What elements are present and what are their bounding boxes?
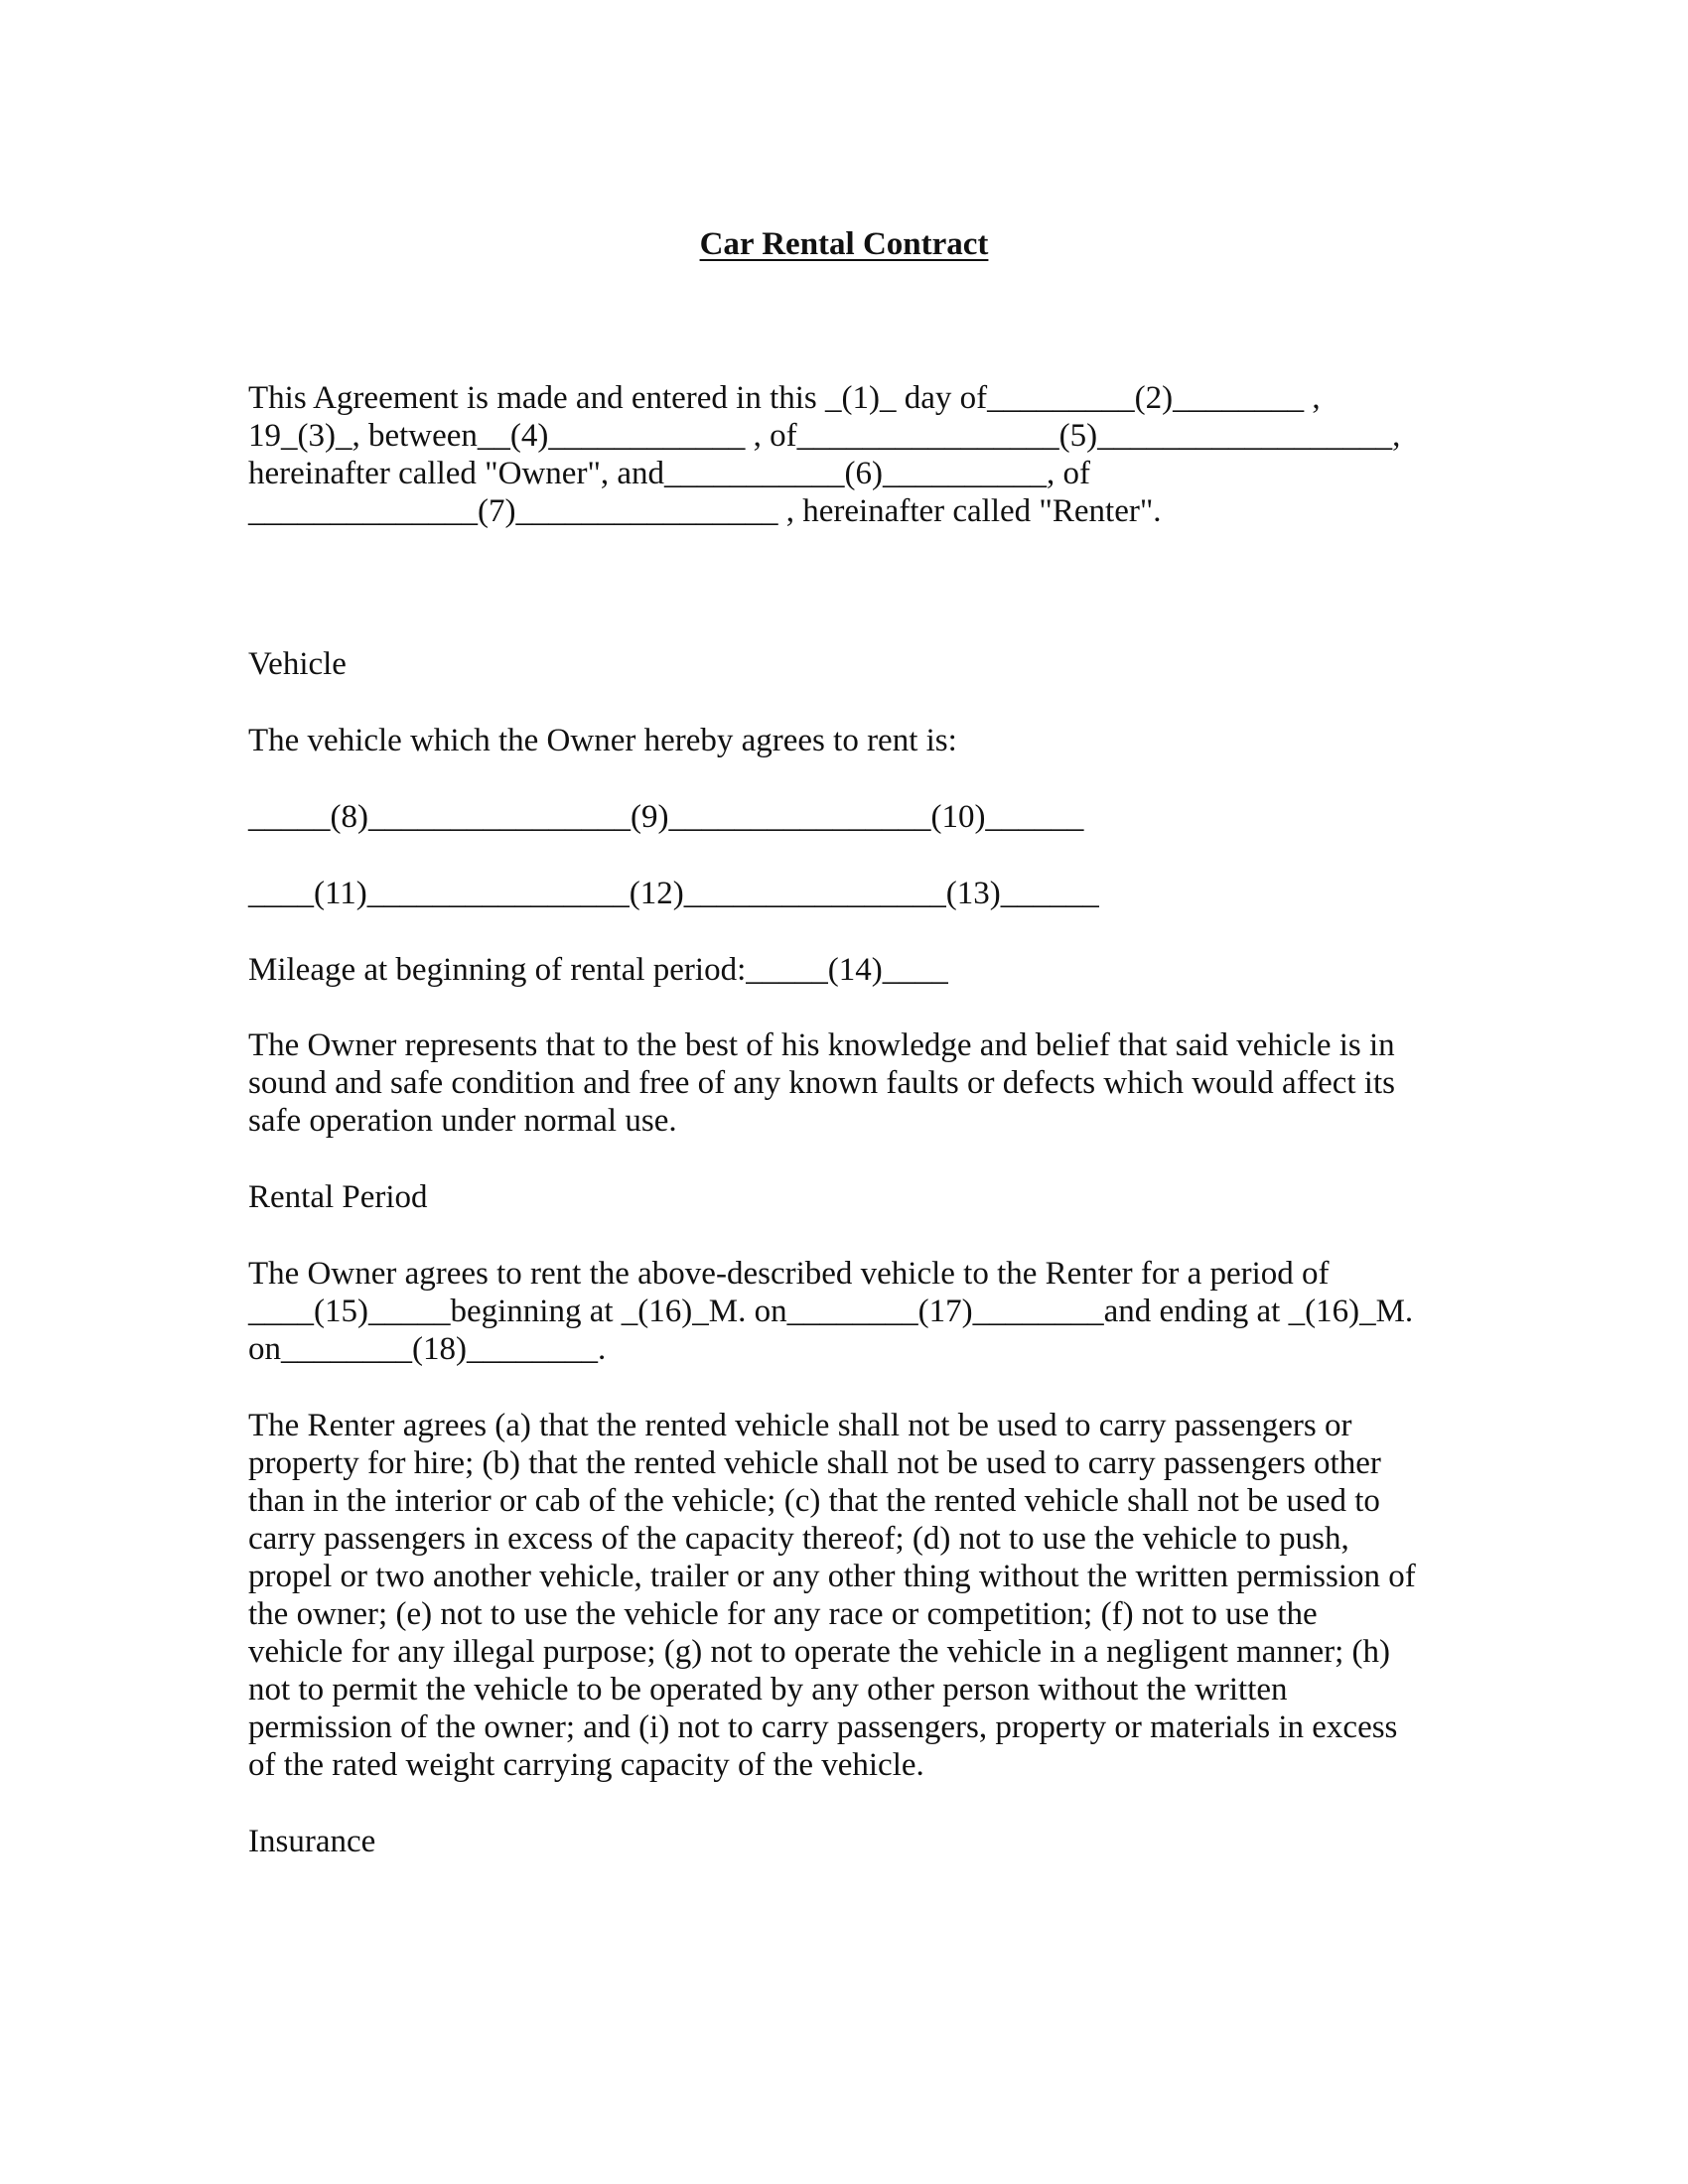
vehicle-heading: Vehicle [248,646,347,682]
vehicle-intro: The vehicle which the Owner hereby agrees to rent is: [248,723,957,758]
renter-agrees-line-4: carry passengers in excess of the capacity thereof; (d) not to use the vehicle to push, [248,1521,1349,1557]
vehicle-line-2: ____(11)________________(12)________________(13)______ [248,876,1099,911]
mileage-line: Mileage at beginning of rental period:_____(14)____ [248,952,948,988]
renter-agrees-line-2: property for hire; (b) that the rented vehicle shall not be used to carry passengers other [248,1445,1381,1481]
renter-agrees-line-6: the owner; (e) not to use the vehicle for any race or competition; (f) not to use the [248,1596,1318,1632]
renter-agrees-line-8: not to permit the vehicle to be operated by any other person without the written [248,1672,1288,1707]
renter-agrees-line-7: vehicle for any illegal purpose; (g) not to operate the vehicle in a negligent manner; (h) [248,1634,1390,1670]
renter-agrees-line-5: propel or two another vehicle, trailer or any other thing without the written permission of [248,1559,1416,1594]
renter-agrees-line-1: The Renter agrees (a) that the rented vehicle shall not be used to carry passengers or [248,1408,1352,1443]
renter-agrees-line-9: permission of the owner; and (i) not to carry passengers, property or materials in excess [248,1709,1398,1745]
agreement-line-1: This Agreement is made and entered in this _(1)_ day of_________(2)________ , [248,380,1321,416]
agreement-line-4: ______________(7)________________ , hereinafter called "Renter". [248,493,1162,529]
document-title: Car Rental Contract [699,226,989,262]
rental-period-heading: Rental Period [248,1179,428,1215]
renter-agrees-line-3: than in the interior or cab of the vehicle; (c) that the rented vehicle shall not be used to [248,1483,1380,1519]
rental-period-line-1: The Owner agrees to rent the above-described vehicle to the Renter for a period of [248,1256,1330,1292]
insurance-heading: Insurance [248,1824,376,1859]
agreement-line-3: hereinafter called "Owner", and___________(6)__________, of [248,456,1091,491]
renter-agrees-line-10: of the rated weight carrying capacity of the vehicle. [248,1747,924,1783]
owner-represents-line-1: The Owner represents that to the best of his knowledge and belief that said vehicle is in [248,1027,1395,1063]
owner-represents-line-2: sound and safe condition and free of any known faults or defects which would affect its [248,1065,1395,1101]
rental-period-line-3: on________(18)________. [248,1331,607,1367]
vehicle-line-1: _____(8)________________(9)________________(10)______ [248,799,1084,835]
rental-period-line-2: ____(15)_____beginning at _(16)_M. on________(17)________and ending at _(16)_M. [248,1294,1414,1329]
owner-represents-line-3: safe operation under normal use. [248,1103,677,1139]
agreement-line-2: 19_(3)_, between__(4)____________ , of________________(5)__________________, [248,418,1401,454]
